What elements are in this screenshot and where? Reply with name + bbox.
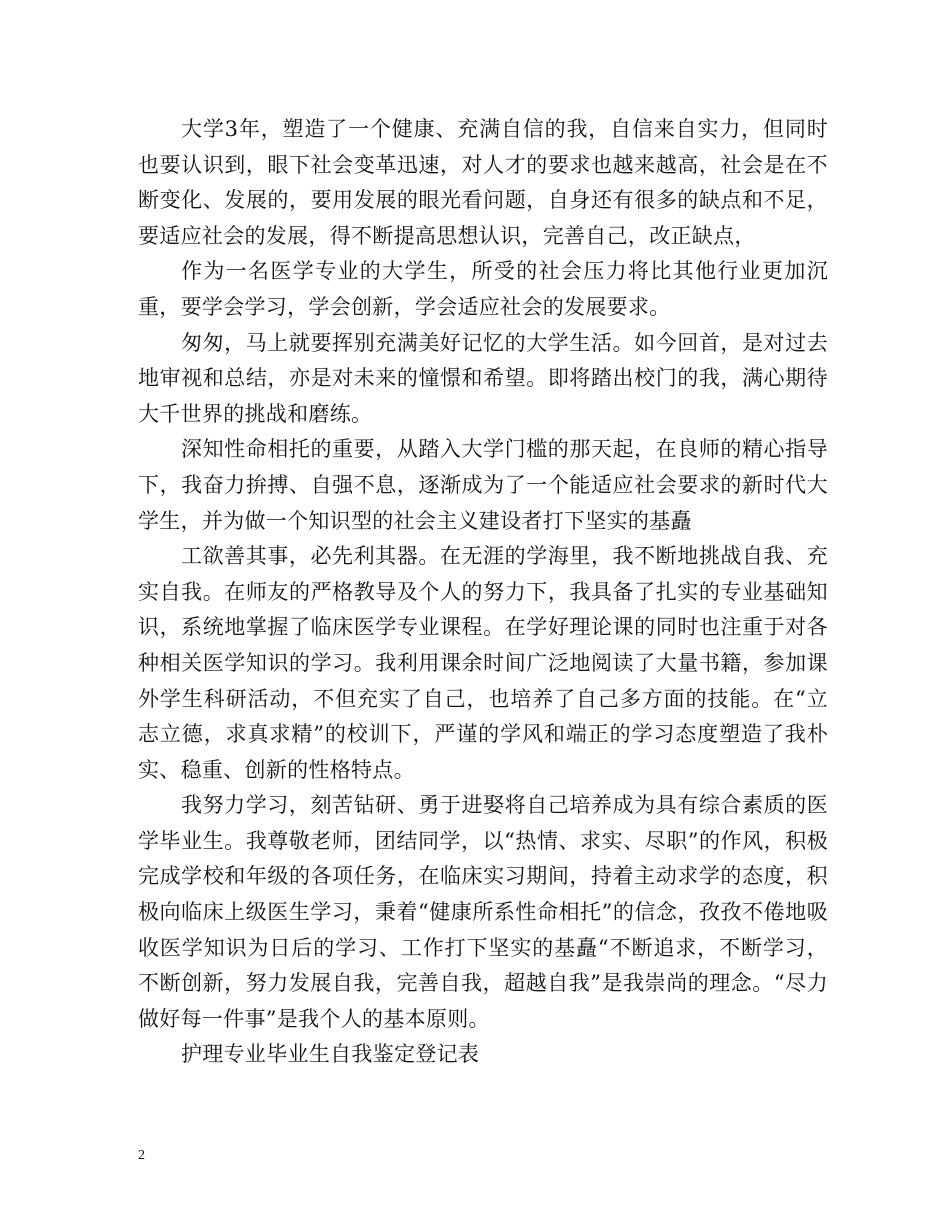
paragraph-hard-work: 我努力学习，刻苦钻研、勇于进娶将自己培养成为具有综合素质的医学毕业生。我尊敬老师，团结同学，以“热情、求实、尽职”的作风，积极完成学校和年级的各项任务，在临床实习期间，持着主动求学的态度，积极向临床上级医生学习，秉着“健康所系性命相托”的信念，孜孜不倦地吸收医学知识为日后的学习、工作打下坚实的基矗“不断追求，不断学习，不断创新，努力发展自我，完善自我，超越自我”是我崇尚的理念。“尽力做好每一件事”是我个人的基本原则。 (138, 793, 828, 1031)
paragraph-farewell: 匆匆，马上就要挥别充满美好记忆的大学生活。如今回首，是对过去地审视和总结，亦是对未来的憧憬和希望。即将踏出校门的我，满心期待大千世界的挑战和磨练。 (138, 330, 828, 426)
paragraph-social-pressure: 作为一名医学专业的大学生，所受的社会压力将比其他行业更加沉重，要学会学习，学会创新，学会适应社会的发展要求。 (138, 259, 828, 319)
document-body (138, 112, 828, 1073)
paragraph-life-entrusted: 深知性命相托的重要，从踏入大学门槛的那天起，在良师的精心指导下，我奋力拚搏、自强不息，逐渐成为了一个能适应社会要求的新时代大学生，并为做一个知识型的社会主义建设者打下坚实的基矗 (138, 437, 828, 533)
paragraph-study-knowledge: 工欲善其事，必先利其器。在无涯的学海里，我不断地挑战自我、充实自我。在师友的严格教导及个人的努力下，我具备了扎实的专业基础知识，系统地掌握了临床医学专业课程。在学好理论课的同时也注重于对各种相关医学知识的学习。我利用课余时间广泛地阅读了大量书籍，参加课外学生科研活动，不但充实了自己，也培养了自己多方面的技能。在“立志立德，求真求精”的校训下，严谨的学风和端正的学习态度塑造了我朴实、稳重、创新的性格特点。 (138, 544, 828, 782)
paragraph-form-title: 护理专业毕业生自我鉴定登记表 (181, 1042, 480, 1067)
paragraph-confidence: 大学3年，塑造了一个健康、充满自信的我，自信来自实力，但同时也要认识到，眼下社会变革迅速，对人才的要求也越来越高，社会是在不断变化、发展的，要用发展的眼光看问题，自身还有很多的缺点和不足，要适应社会的发展，得不断提高思想认识，完善自己，改正缺点， (138, 117, 828, 248)
page-number: 2 (138, 1148, 145, 1163)
